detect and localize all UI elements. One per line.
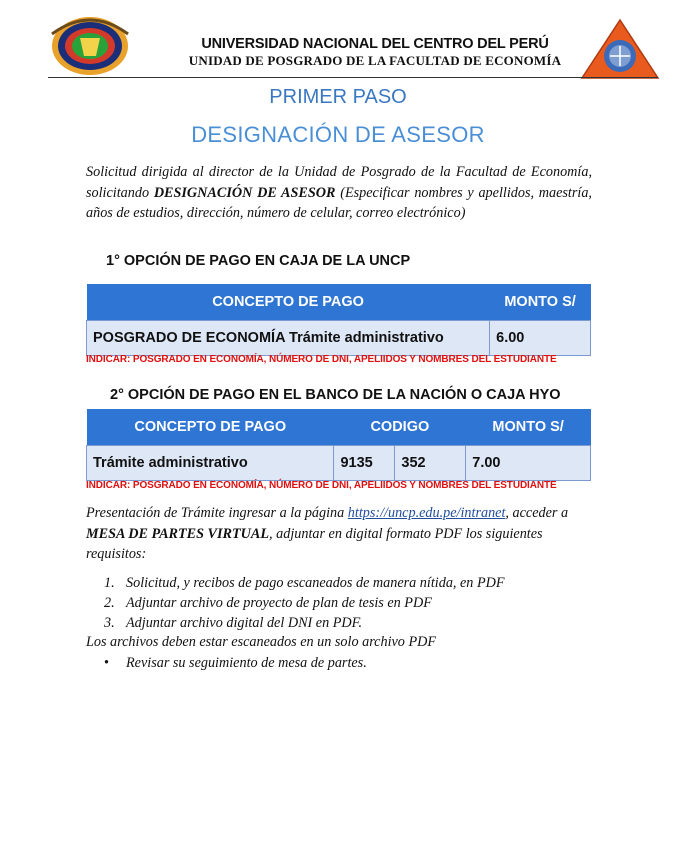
payment-instruction: INDICAR: POSGRADO EN ECONOMÍA, NÚMERO DE DNI, APELIIDOS Y NOMBRES DEL ESTUDIANTE bbox=[86, 480, 557, 491]
list-item: 2. Adjuntar archivo de proyecto de plan de tesis en PDF bbox=[104, 595, 432, 611]
table-row bbox=[87, 321, 591, 356]
table-row bbox=[87, 446, 591, 481]
bullet-icon: • bbox=[104, 655, 109, 671]
university-name: UNIVERSIDAD NACIONAL DEL CENTRO DEL PERÚ bbox=[201, 36, 549, 52]
header-cell: MONTO S/ bbox=[490, 284, 591, 321]
header-divider bbox=[48, 77, 658, 78]
header-cell: CODIGO bbox=[334, 409, 466, 446]
faculty-emblem-icon bbox=[580, 18, 660, 80]
list-item: 1. Solicitud, y recibos de pago escaneados de manera nítida, en PDF bbox=[104, 575, 505, 591]
option1-table bbox=[86, 284, 591, 356]
header-cell: MONTO S/ bbox=[466, 409, 591, 446]
option2-title: 2° OPCIÓN DE PAGO EN EL BANCO DE LA NACIÓN O CAJA HYO bbox=[110, 387, 561, 403]
header-cell: CONCEPTO DE PAGO bbox=[87, 409, 334, 446]
table-cell: 7.00 bbox=[466, 446, 591, 481]
option1-title: 1° OPCIÓN DE PAGO EN CAJA DE LA UNCP bbox=[106, 253, 411, 269]
payment-instruction: INDICAR: POSGRADO EN ECONOMÍA, NÚMERO DE DNI, APELIIDOS Y NOMBRES DEL ESTUDIANTE bbox=[86, 354, 557, 365]
list-item: 3. Adjuntar archivo digital del DNI en PDF. bbox=[104, 615, 363, 631]
list-item: • Revisar su seguimiento de mesa de partes. bbox=[104, 655, 367, 671]
step-title: PRIMER PASO bbox=[269, 86, 407, 108]
intranet-link[interactable]: https://uncp.edu.pe/intranet bbox=[347, 505, 506, 521]
unit-name: UNIDAD DE POSGRADO DE LA FACULTAD DE ECONOMÍA bbox=[188, 53, 562, 68]
page-title: DESIGNACIÓN DE ASESOR bbox=[191, 122, 485, 147]
table-cell: Trámite administrativo bbox=[87, 446, 334, 481]
table-header-row bbox=[87, 284, 591, 321]
option2-table bbox=[86, 409, 591, 481]
table-cell: 6.00 bbox=[490, 321, 591, 356]
header-cell: CONCEPTO DE PAGO bbox=[87, 284, 490, 321]
table-header-row bbox=[87, 409, 591, 446]
university-seal-icon bbox=[48, 14, 132, 78]
table-cell: 9135 bbox=[334, 446, 395, 481]
files-note: Los archivos deben estar escaneados en un solo archivo PDF bbox=[86, 634, 437, 650]
intro-paragraph: Solicitud dirigida al director de la Unidad de Posgrado de la Facultad de Economía, solicitando DESIGNACIÓN DE ASESOR (Especificar nombres y apellidos, maestría, años de estudios, dirección, número de celular, correo electrónico) bbox=[86, 164, 592, 221]
table-cell: POSGRADO DE ECONOMÍA Trámite administrativo bbox=[87, 321, 490, 356]
presentation-paragraph: Presentación de Trámite ingresar a la página https://uncp.edu.pe/intranet, acceder a MESA DE PARTES VIRTUAL, adjuntar en digital formato PDF los siguientes requisitos: bbox=[86, 505, 569, 562]
table-cell: 352 bbox=[395, 446, 466, 481]
